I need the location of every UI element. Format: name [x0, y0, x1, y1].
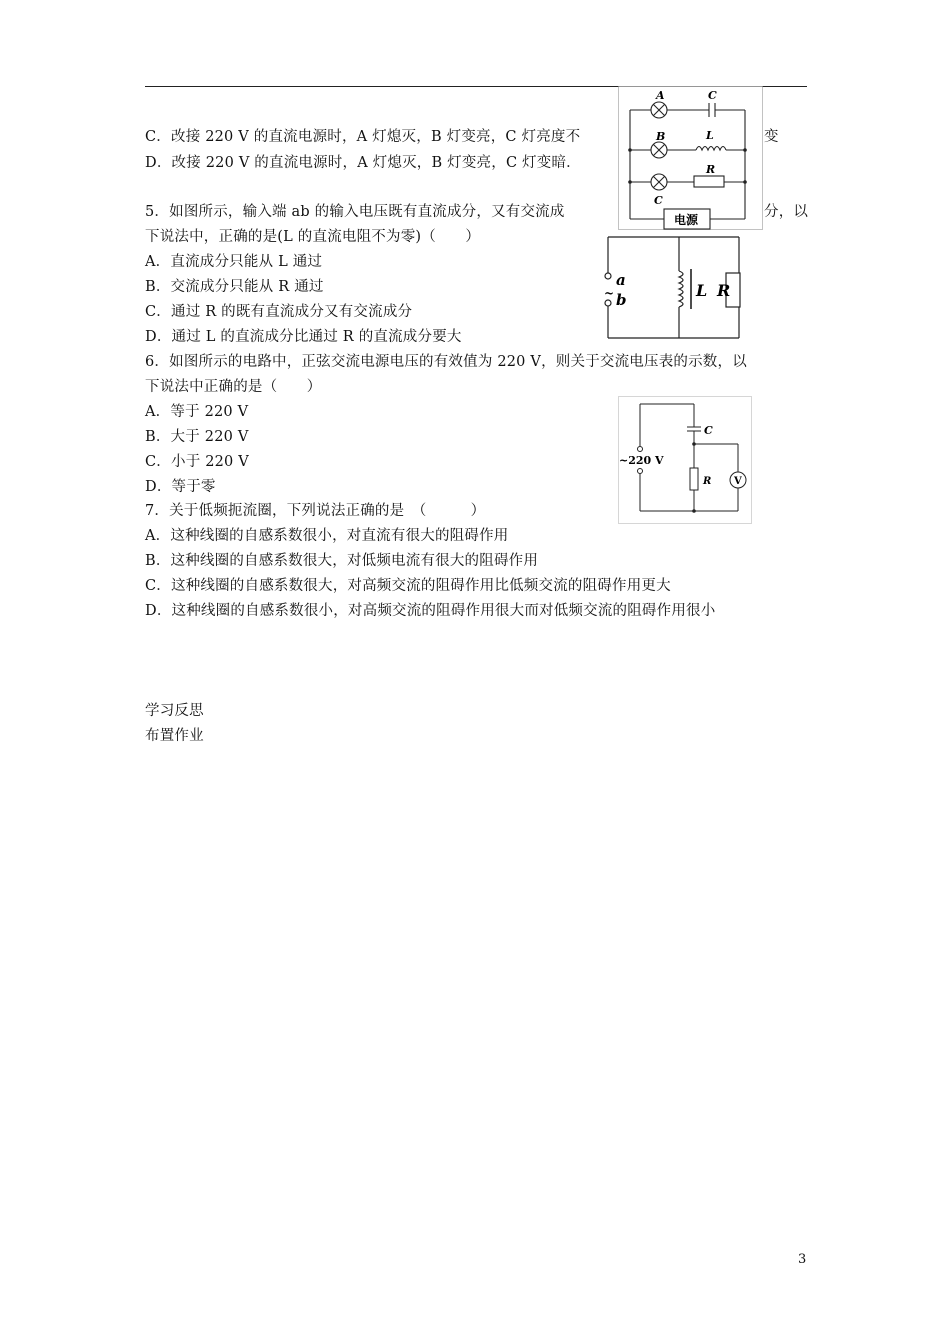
- q4-option-c-tail: 变: [764, 129, 779, 145]
- source-voltage-label: ~220 V: [619, 454, 664, 467]
- lamp-a-label: A: [656, 89, 665, 102]
- lamp-b-label: B: [656, 130, 666, 143]
- q6-option-a: A．等于 220 V: [145, 404, 249, 420]
- terminal-b-label: b: [616, 291, 627, 309]
- q5-option-c: C．通过 R 的既有直流成分又有交流成分: [145, 304, 413, 320]
- resistor-label: R: [706, 163, 716, 176]
- inductor-label: L: [706, 129, 714, 142]
- power-source-label: 电源: [674, 213, 699, 227]
- q6-option-c: C．小于 220 V: [145, 454, 249, 470]
- q7-stem: 7．关于低频扼流圈，下列说法正确的是 （ ）: [145, 503, 486, 519]
- q6-stem: 6．如图所示的电路中，正弦交流电源电压的有效值为 220 V，则关于交流电压表的示数，以: [145, 354, 747, 370]
- q5-stem-line2: 下说法中，正确的是(L 的直流电阻不为零)（ ）: [145, 229, 481, 245]
- terminal-a-label: a: [616, 271, 626, 289]
- q6-option-d: D．等于零: [145, 479, 216, 495]
- voltmeter-circuit-figure: [618, 396, 752, 524]
- q5-stem: 5．如图所示，输入端 ab 的输入电压既有直流成分，又有交流成: [145, 204, 565, 220]
- resistor-r-label: R: [717, 281, 731, 300]
- voltmeter-label: V: [734, 476, 742, 487]
- lamp-circuit-figure: [618, 86, 763, 230]
- q4-option-c: C．改接 220 V 的直流电源时，A 灯熄灭，B 灯变亮，C 灯亮度不: [145, 129, 581, 145]
- q7-option-a: A．这种线圈的自感系数很小，对直流有很大的阻碍作用: [145, 528, 509, 544]
- capacitor-c-label: C: [704, 424, 713, 437]
- ac-symbol: ~: [604, 286, 615, 300]
- q5-option-a: A．直流成分只能从 L 通过: [145, 254, 323, 270]
- q5-option-d: D．通过 L 的直流成分比通过 R 的直流成分要大: [145, 329, 462, 345]
- lamp-c-label: C: [654, 194, 663, 207]
- q7-option-d: D．这种线圈的自感系数很小，对高频交流的阻碍作用很大而对低频交流的阻碍作用很小: [145, 603, 716, 619]
- q5-option-b: B．交流成分只能从 R 通过: [145, 279, 324, 295]
- homework-heading: 布置作业: [145, 728, 204, 744]
- q6-option-b: B．大于 220 V: [145, 429, 249, 445]
- capacitor-label: C: [708, 89, 717, 102]
- lr-circuit-figure: [603, 235, 741, 339]
- inductor-l-label: L: [696, 281, 708, 300]
- resistor-r-label: R: [703, 476, 712, 487]
- q7-option-b: B．这种线圈的自感系数很大，对低频电流有很大的阻碍作用: [145, 553, 539, 569]
- q4-option-d: D．改接 220 V 的直流电源时，A 灯熄灭，B 灯变亮，C 灯变暗．: [145, 155, 581, 171]
- q5-stem-tail: 分，以: [764, 204, 809, 220]
- page-number: 3: [798, 1252, 807, 1267]
- reflection-heading: 学习反思: [145, 703, 204, 719]
- q6-stem-line2: 下说法中正确的是（ ）: [145, 379, 322, 395]
- q7-option-c: C．这种线圈的自感系数很大，对高频交流的阻碍作用比低频交流的阻碍作用更大: [145, 578, 671, 594]
